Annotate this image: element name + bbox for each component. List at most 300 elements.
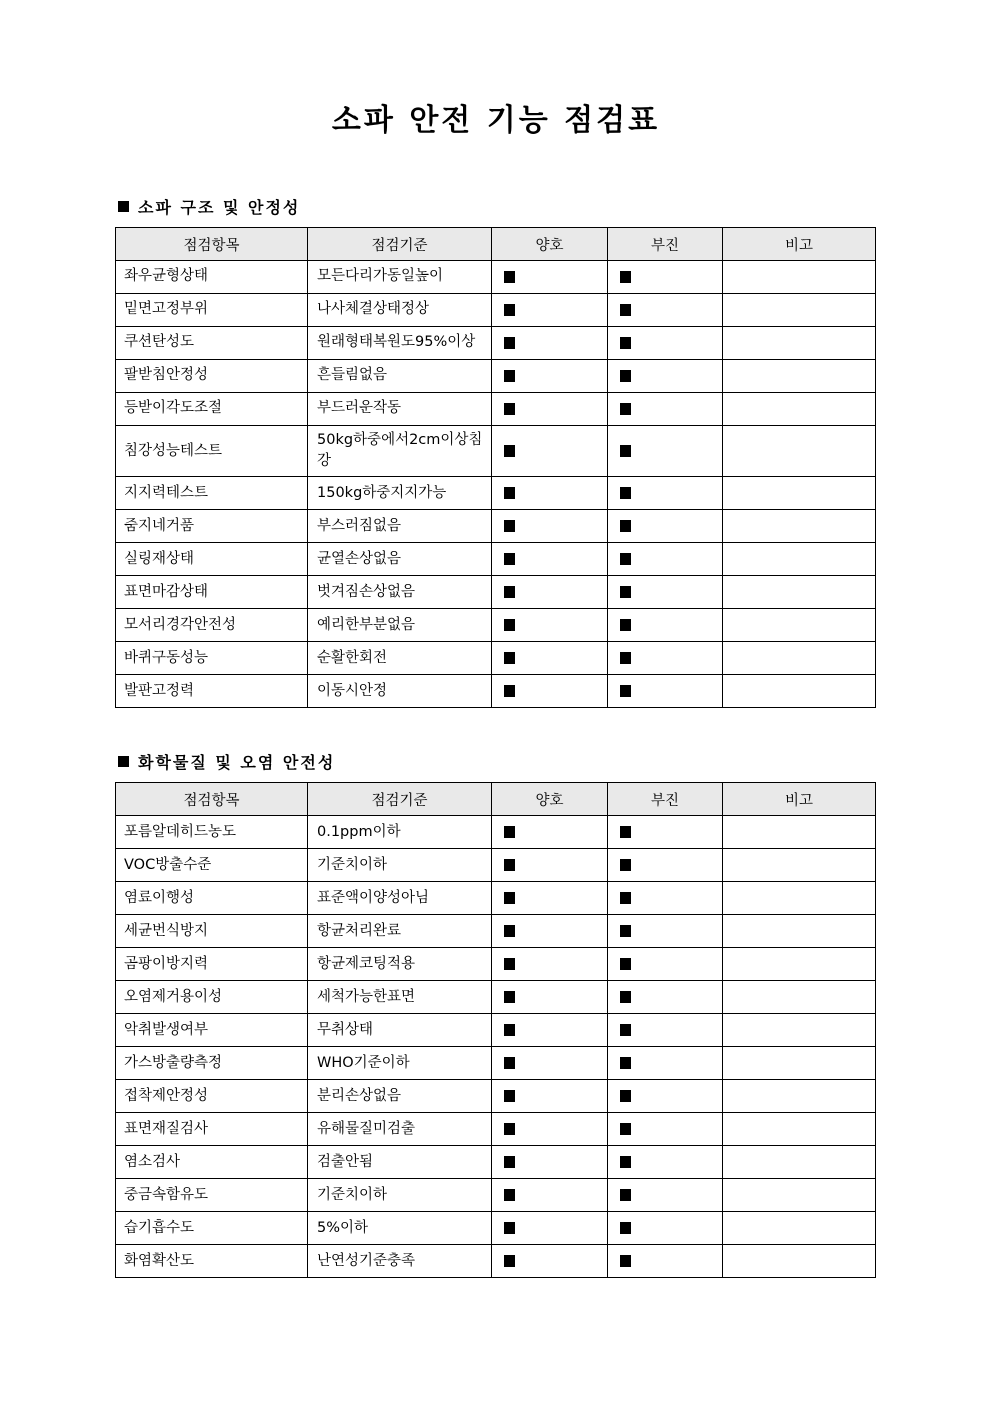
table-row bbox=[116, 1080, 876, 1113]
row-item-name bbox=[116, 1014, 308, 1047]
row-item-name-text: 쿠션탄성도 bbox=[124, 334, 195, 351]
column-header-criteria: 점검기준 bbox=[308, 783, 492, 816]
row-item-name-text: 좌우균형상태 bbox=[124, 268, 209, 285]
section-heading-label: 소파 구조 및 안정성 bbox=[138, 198, 301, 217]
row-item-name bbox=[116, 294, 308, 327]
checkbox-filled-icon[interactable] bbox=[620, 1123, 631, 1135]
checkbox-filled-icon[interactable] bbox=[620, 619, 631, 631]
row-bad-checkbox[interactable] bbox=[608, 642, 723, 675]
row-bad-checkbox[interactable] bbox=[608, 1047, 723, 1080]
row-criteria-text: 분리손상없음 bbox=[317, 1087, 402, 1104]
row-criteria-text: 순활한회전 bbox=[317, 649, 388, 666]
row-note[interactable] bbox=[723, 882, 876, 915]
row-criteria bbox=[308, 882, 492, 915]
table-row bbox=[116, 360, 876, 393]
row-criteria bbox=[308, 477, 492, 510]
row-note[interactable] bbox=[723, 294, 876, 327]
checkbox-filled-icon[interactable] bbox=[620, 1156, 631, 1168]
row-criteria bbox=[308, 261, 492, 294]
row-criteria-text: 나사체결상태정상 bbox=[317, 301, 430, 318]
row-criteria bbox=[308, 294, 492, 327]
checkbox-filled-icon[interactable] bbox=[504, 1024, 515, 1036]
row-criteria bbox=[308, 543, 492, 576]
checkbox-filled-icon[interactable] bbox=[620, 520, 631, 532]
row-good-checkbox[interactable] bbox=[492, 576, 608, 609]
row-bad-checkbox[interactable] bbox=[608, 1245, 723, 1278]
row-note-text bbox=[723, 588, 875, 596]
row-criteria bbox=[308, 1212, 492, 1245]
row-criteria bbox=[308, 849, 492, 882]
row-note[interactable] bbox=[723, 261, 876, 294]
square-bullet-icon bbox=[118, 756, 129, 767]
row-bad-checkbox[interactable] bbox=[608, 675, 723, 708]
row-note[interactable] bbox=[723, 642, 876, 675]
row-criteria bbox=[308, 1080, 492, 1113]
row-criteria-text: 균열손상없음 bbox=[317, 550, 402, 567]
row-criteria-text: 150kg하중지지가능 bbox=[317, 484, 447, 501]
row-good-checkbox[interactable] bbox=[492, 915, 608, 948]
row-note[interactable] bbox=[723, 948, 876, 981]
row-good-checkbox[interactable] bbox=[492, 1047, 608, 1080]
table-row bbox=[116, 510, 876, 543]
row-criteria bbox=[308, 609, 492, 642]
row-criteria bbox=[308, 1047, 492, 1080]
row-criteria-text: WHO기준이하 bbox=[317, 1054, 410, 1071]
row-item-name-text: 표면재질검사 bbox=[124, 1120, 209, 1137]
row-criteria-text: 항균처리완료 bbox=[317, 922, 402, 939]
row-criteria-text: 50kg하중에서2cm이상침강 bbox=[317, 432, 483, 470]
row-item-name-text: 발판고정력 bbox=[124, 682, 195, 699]
row-good-checkbox[interactable] bbox=[492, 261, 608, 294]
page-title: 소파 안전 기능 점검표 bbox=[331, 103, 661, 138]
row-item-name bbox=[116, 1179, 308, 1212]
table-row bbox=[116, 1146, 876, 1179]
row-note[interactable] bbox=[723, 1212, 876, 1245]
row-item-name-text: 접착제안정성 bbox=[124, 1087, 209, 1104]
row-criteria bbox=[308, 1146, 492, 1179]
table-row bbox=[116, 1179, 876, 1212]
row-good-checkbox[interactable] bbox=[492, 816, 608, 849]
row-item-name-text: 습기흡수도 bbox=[124, 1219, 195, 1236]
row-note[interactable] bbox=[723, 981, 876, 1014]
checkbox-filled-icon[interactable] bbox=[620, 445, 631, 457]
row-good-checkbox[interactable] bbox=[492, 609, 608, 642]
row-criteria-text: 0.1ppm이하 bbox=[317, 823, 401, 840]
row-bad-checkbox[interactable] bbox=[608, 360, 723, 393]
row-item-name bbox=[116, 948, 308, 981]
row-item-name bbox=[116, 261, 308, 294]
checkbox-filled-icon[interactable] bbox=[504, 586, 515, 598]
column-header-bad: 부진 bbox=[608, 228, 723, 261]
row-note[interactable] bbox=[723, 1113, 876, 1146]
row-good-checkbox[interactable] bbox=[492, 327, 608, 360]
row-note-text bbox=[723, 1092, 875, 1100]
row-note[interactable] bbox=[723, 1047, 876, 1080]
row-bad-checkbox[interactable] bbox=[608, 882, 723, 915]
row-good-checkbox[interactable] bbox=[492, 393, 608, 426]
row-bad-checkbox[interactable] bbox=[608, 426, 723, 477]
checkbox-filled-icon[interactable] bbox=[620, 403, 631, 415]
row-bad-checkbox[interactable] bbox=[608, 1014, 723, 1047]
checkbox-filled-icon[interactable] bbox=[504, 859, 515, 871]
row-bad-checkbox[interactable] bbox=[608, 609, 723, 642]
row-bad-checkbox[interactable] bbox=[608, 915, 723, 948]
row-bad-checkbox[interactable] bbox=[608, 294, 723, 327]
row-good-checkbox[interactable] bbox=[492, 1146, 608, 1179]
row-item-name bbox=[116, 477, 308, 510]
table-header-row bbox=[116, 783, 876, 816]
table-row bbox=[116, 261, 876, 294]
table-row bbox=[116, 675, 876, 708]
row-note-text bbox=[723, 993, 875, 1001]
row-good-checkbox[interactable] bbox=[492, 675, 608, 708]
row-note-text bbox=[723, 894, 875, 902]
checkbox-filled-icon[interactable] bbox=[620, 1024, 631, 1036]
row-item-name-text: 악취발생여부 bbox=[124, 1021, 209, 1038]
row-criteria-text: 항균제코팅적용 bbox=[317, 955, 416, 972]
row-note[interactable] bbox=[723, 510, 876, 543]
row-item-name-text: 오염제거용이성 bbox=[124, 988, 223, 1005]
row-item-name-text: 가스방출량측정 bbox=[124, 1054, 223, 1071]
row-note[interactable] bbox=[723, 849, 876, 882]
checkbox-filled-icon[interactable] bbox=[620, 958, 631, 970]
checkbox-filled-icon[interactable] bbox=[504, 652, 515, 664]
checkbox-filled-icon[interactable] bbox=[504, 892, 515, 904]
checkbox-filled-icon[interactable] bbox=[504, 826, 515, 838]
row-criteria-text: 흔들림없음 bbox=[317, 367, 388, 384]
checkbox-filled-icon[interactable] bbox=[504, 1090, 515, 1102]
row-item-name-text: 표면마감상태 bbox=[124, 583, 209, 600]
table-row bbox=[116, 816, 876, 849]
row-item-name-text: 팔받침안정성 bbox=[124, 367, 209, 384]
checkbox-filled-icon[interactable] bbox=[504, 925, 515, 937]
checkbox-filled-icon[interactable] bbox=[620, 271, 631, 283]
table-row bbox=[116, 1113, 876, 1146]
row-item-name bbox=[116, 882, 308, 915]
row-note-text bbox=[723, 828, 875, 836]
checkbox-filled-icon[interactable] bbox=[620, 1090, 631, 1102]
row-note-text bbox=[723, 1158, 875, 1166]
row-good-checkbox[interactable] bbox=[492, 1179, 608, 1212]
column-header-bad: 부진 bbox=[608, 783, 723, 816]
section-structure-stability bbox=[0, 195, 992, 708]
checkbox-filled-icon[interactable] bbox=[504, 553, 515, 565]
row-note[interactable] bbox=[723, 609, 876, 642]
table-row bbox=[116, 294, 876, 327]
row-item-name bbox=[116, 1080, 308, 1113]
row-criteria-text: 벗겨짐손상없음 bbox=[317, 583, 416, 600]
row-item-name bbox=[116, 543, 308, 576]
row-note-text bbox=[723, 927, 875, 935]
row-note-text bbox=[723, 861, 875, 869]
row-item-name bbox=[116, 609, 308, 642]
row-criteria bbox=[308, 327, 492, 360]
row-note-text bbox=[723, 1125, 875, 1133]
row-good-checkbox[interactable] bbox=[492, 477, 608, 510]
row-note-text bbox=[723, 1191, 875, 1199]
checkbox-filled-icon[interactable] bbox=[504, 304, 515, 316]
row-note[interactable] bbox=[723, 393, 876, 426]
checkbox-filled-icon[interactable] bbox=[620, 370, 631, 382]
row-bad-checkbox[interactable] bbox=[608, 1212, 723, 1245]
table-row bbox=[116, 1212, 876, 1245]
checkbox-filled-icon[interactable] bbox=[620, 1222, 631, 1234]
row-criteria bbox=[308, 1245, 492, 1278]
row-good-checkbox[interactable] bbox=[492, 1113, 608, 1146]
row-good-checkbox[interactable] bbox=[492, 1245, 608, 1278]
row-item-name bbox=[116, 1113, 308, 1146]
row-criteria bbox=[308, 1014, 492, 1047]
row-criteria bbox=[308, 393, 492, 426]
row-note-text bbox=[723, 654, 875, 662]
row-note[interactable] bbox=[723, 675, 876, 708]
row-note-text bbox=[723, 447, 875, 455]
checkbox-filled-icon[interactable] bbox=[620, 553, 631, 565]
row-note-text bbox=[723, 1026, 875, 1034]
row-good-checkbox[interactable] bbox=[492, 981, 608, 1014]
row-note[interactable] bbox=[723, 1179, 876, 1212]
row-criteria bbox=[308, 981, 492, 1014]
row-good-checkbox[interactable] bbox=[492, 882, 608, 915]
checkbox-filled-icon[interactable] bbox=[504, 1156, 515, 1168]
table-row bbox=[116, 393, 876, 426]
row-criteria-text: 검출안됨 bbox=[317, 1153, 374, 1170]
row-item-name bbox=[116, 1245, 308, 1278]
row-criteria bbox=[308, 675, 492, 708]
checkbox-filled-icon[interactable] bbox=[620, 826, 631, 838]
table-body bbox=[116, 816, 876, 1278]
checkbox-filled-icon[interactable] bbox=[504, 1189, 515, 1201]
row-good-checkbox[interactable] bbox=[492, 1080, 608, 1113]
row-note[interactable] bbox=[723, 543, 876, 576]
table-row bbox=[116, 1047, 876, 1080]
row-note[interactable] bbox=[723, 1146, 876, 1179]
row-note[interactable] bbox=[723, 327, 876, 360]
row-criteria bbox=[308, 576, 492, 609]
checkbox-filled-icon[interactable] bbox=[504, 403, 515, 415]
section-chemical-contamination-safety bbox=[0, 750, 992, 1278]
row-item-name-text: VOC방출수준 bbox=[124, 856, 212, 873]
table-row bbox=[116, 609, 876, 642]
row-bad-checkbox[interactable] bbox=[608, 510, 723, 543]
row-criteria-text: 기준치이하 bbox=[317, 1186, 388, 1203]
table-row bbox=[116, 642, 876, 675]
row-item-name-text: 중금속함유도 bbox=[124, 1186, 209, 1203]
row-note-text bbox=[723, 405, 875, 413]
table-row bbox=[116, 981, 876, 1014]
row-note[interactable] bbox=[723, 816, 876, 849]
row-criteria bbox=[308, 642, 492, 675]
row-bad-checkbox[interactable] bbox=[608, 849, 723, 882]
row-item-name-text: 밑면고정부위 bbox=[124, 301, 209, 318]
checkbox-filled-icon[interactable] bbox=[620, 892, 631, 904]
row-note-text bbox=[723, 687, 875, 695]
row-item-name bbox=[116, 327, 308, 360]
row-criteria bbox=[308, 1113, 492, 1146]
row-criteria-text: 난연성기준충족 bbox=[317, 1252, 416, 1269]
row-note-text bbox=[723, 1224, 875, 1232]
row-note-text bbox=[723, 960, 875, 968]
column-header-good: 양호 bbox=[492, 228, 608, 261]
row-criteria-text: 모든다리가동일높이 bbox=[317, 268, 444, 285]
row-item-name-text: 줌지네거품 bbox=[124, 517, 195, 534]
row-bad-checkbox[interactable] bbox=[608, 1179, 723, 1212]
checkbox-filled-icon[interactable] bbox=[620, 1255, 631, 1267]
row-bad-checkbox[interactable] bbox=[608, 948, 723, 981]
row-note[interactable] bbox=[723, 1014, 876, 1047]
row-good-checkbox[interactable] bbox=[492, 849, 608, 882]
square-bullet-icon bbox=[118, 201, 129, 212]
row-bad-checkbox[interactable] bbox=[608, 1080, 723, 1113]
row-note-text bbox=[723, 555, 875, 563]
row-item-name bbox=[116, 1047, 308, 1080]
row-criteria-text: 이동시안정 bbox=[317, 682, 388, 699]
checkbox-filled-icon[interactable] bbox=[620, 685, 631, 697]
row-item-name-text: 포름알데히드농도 bbox=[124, 823, 237, 840]
row-item-name bbox=[116, 642, 308, 675]
row-criteria-text: 예리한부분없음 bbox=[317, 616, 416, 633]
row-item-name bbox=[116, 426, 308, 477]
table-row bbox=[116, 477, 876, 510]
row-criteria bbox=[308, 1179, 492, 1212]
checkbox-filled-icon[interactable] bbox=[620, 991, 631, 1003]
row-item-name bbox=[116, 915, 308, 948]
row-bad-checkbox[interactable] bbox=[608, 261, 723, 294]
checklist-table-structure bbox=[115, 227, 876, 708]
row-criteria-text: 표준액이양성아님 bbox=[317, 889, 430, 906]
row-good-checkbox[interactable] bbox=[492, 642, 608, 675]
section-heading bbox=[118, 195, 992, 218]
row-criteria-text: 부스러짐없음 bbox=[317, 517, 402, 534]
row-item-name bbox=[116, 510, 308, 543]
checkbox-filled-icon[interactable] bbox=[620, 925, 631, 937]
row-note[interactable] bbox=[723, 1080, 876, 1113]
row-item-name bbox=[116, 1212, 308, 1245]
row-note[interactable] bbox=[723, 915, 876, 948]
row-bad-checkbox[interactable] bbox=[608, 816, 723, 849]
row-bad-checkbox[interactable] bbox=[608, 393, 723, 426]
section-heading-label: 화학물질 및 오염 안전성 bbox=[138, 753, 336, 773]
row-note[interactable] bbox=[723, 477, 876, 510]
row-note[interactable] bbox=[723, 360, 876, 393]
checkbox-filled-icon[interactable] bbox=[620, 304, 631, 316]
row-note[interactable] bbox=[723, 426, 876, 477]
row-item-name-text: 염료이행성 bbox=[124, 889, 195, 906]
row-good-checkbox[interactable] bbox=[492, 294, 608, 327]
row-bad-checkbox[interactable] bbox=[608, 327, 723, 360]
column-header-criteria: 점검기준 bbox=[308, 228, 492, 261]
checkbox-filled-icon[interactable] bbox=[620, 337, 631, 349]
row-good-checkbox[interactable] bbox=[492, 510, 608, 543]
row-item-name bbox=[116, 816, 308, 849]
checkbox-filled-icon[interactable] bbox=[504, 1123, 515, 1135]
checkbox-filled-icon[interactable] bbox=[504, 958, 515, 970]
row-item-name-text: 바퀴구동성능 bbox=[124, 649, 209, 666]
checkbox-filled-icon[interactable] bbox=[620, 859, 631, 871]
row-item-name-text: 곰팡이방지력 bbox=[124, 955, 209, 972]
checkbox-filled-icon[interactable] bbox=[504, 991, 515, 1003]
checkbox-filled-icon[interactable] bbox=[504, 685, 515, 697]
column-header-item: 점검항목 bbox=[116, 228, 308, 261]
row-item-name-text: 지지력테스트 bbox=[124, 484, 209, 501]
checkbox-filled-icon[interactable] bbox=[504, 487, 515, 499]
row-bad-checkbox[interactable] bbox=[608, 1146, 723, 1179]
row-note[interactable] bbox=[723, 1245, 876, 1278]
checklist-table-chemical bbox=[115, 782, 876, 1278]
table-row bbox=[116, 576, 876, 609]
checkbox-filled-icon[interactable] bbox=[620, 652, 631, 664]
row-bad-checkbox[interactable] bbox=[608, 576, 723, 609]
checkbox-filled-icon[interactable] bbox=[504, 1057, 515, 1069]
checkbox-filled-icon[interactable] bbox=[620, 487, 631, 499]
row-note-text bbox=[723, 489, 875, 497]
row-criteria bbox=[308, 915, 492, 948]
row-criteria-text: 5%이하 bbox=[317, 1219, 369, 1236]
row-criteria-text: 기준치이하 bbox=[317, 856, 388, 873]
row-item-name bbox=[116, 675, 308, 708]
row-item-name-text: 실링재상태 bbox=[124, 550, 195, 567]
row-criteria-text: 무취상태 bbox=[317, 1021, 374, 1038]
row-bad-checkbox[interactable] bbox=[608, 543, 723, 576]
row-criteria bbox=[308, 426, 492, 477]
checkbox-filled-icon[interactable] bbox=[504, 1255, 515, 1267]
checkbox-filled-icon[interactable] bbox=[620, 586, 631, 598]
row-good-checkbox[interactable] bbox=[492, 426, 608, 477]
row-criteria-text: 세척가능한표면 bbox=[317, 988, 416, 1005]
row-note-text bbox=[723, 522, 875, 530]
checkbox-filled-icon[interactable] bbox=[504, 520, 515, 532]
row-criteria-text: 유해물질미검출 bbox=[317, 1120, 416, 1137]
checkbox-filled-icon[interactable] bbox=[504, 337, 515, 349]
row-note-text bbox=[723, 621, 875, 629]
row-bad-checkbox[interactable] bbox=[608, 477, 723, 510]
checkbox-filled-icon[interactable] bbox=[504, 370, 515, 382]
row-item-name bbox=[116, 393, 308, 426]
row-note-text bbox=[723, 306, 875, 314]
table-row bbox=[116, 1245, 876, 1278]
row-item-name bbox=[116, 360, 308, 393]
row-good-checkbox[interactable] bbox=[492, 1014, 608, 1047]
row-item-name-text: 모서리경각안전성 bbox=[124, 616, 237, 633]
checkbox-filled-icon[interactable] bbox=[504, 619, 515, 631]
row-good-checkbox[interactable] bbox=[492, 1212, 608, 1245]
checkbox-filled-icon[interactable] bbox=[504, 445, 515, 457]
table-body bbox=[116, 261, 876, 708]
row-note-text bbox=[723, 1059, 875, 1067]
row-bad-checkbox[interactable] bbox=[608, 1113, 723, 1146]
table-row bbox=[116, 1014, 876, 1047]
table-header-row bbox=[116, 228, 876, 261]
row-note[interactable] bbox=[723, 576, 876, 609]
row-good-checkbox[interactable] bbox=[492, 543, 608, 576]
row-item-name-text: 세균번식방지 bbox=[124, 922, 209, 939]
row-item-name bbox=[116, 1146, 308, 1179]
table-row bbox=[116, 882, 876, 915]
row-bad-checkbox[interactable] bbox=[608, 981, 723, 1014]
row-good-checkbox[interactable] bbox=[492, 948, 608, 981]
row-item-name-text: 화염확산도 bbox=[124, 1252, 195, 1269]
row-item-name bbox=[116, 849, 308, 882]
checkbox-filled-icon[interactable] bbox=[620, 1057, 631, 1069]
table-row bbox=[116, 915, 876, 948]
table-row bbox=[116, 327, 876, 360]
column-header-note: 비고 bbox=[723, 228, 876, 261]
row-good-checkbox[interactable] bbox=[492, 360, 608, 393]
checkbox-filled-icon[interactable] bbox=[504, 1222, 515, 1234]
checkbox-filled-icon[interactable] bbox=[504, 271, 515, 283]
checkbox-filled-icon[interactable] bbox=[620, 1189, 631, 1201]
row-note-text bbox=[723, 1257, 875, 1265]
